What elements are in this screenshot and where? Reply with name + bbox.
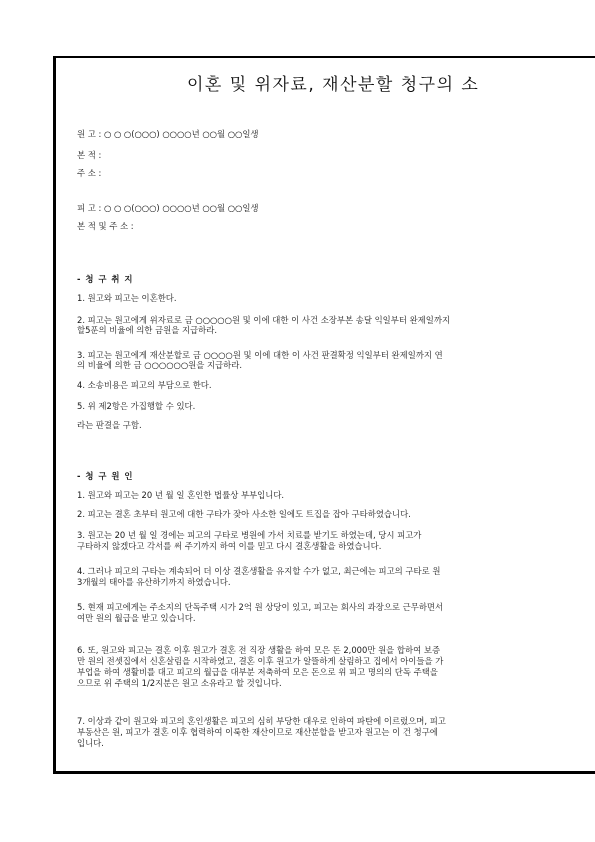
claim-cause-line: 1. 원고와 피고는 20 년 월 일 혼인한 법률상 부부입니다.: [77, 490, 285, 500]
claim-purpose-line: 1. 원고와 피고는 이혼한다.: [77, 293, 177, 303]
claim-cause-line: 입니다.: [77, 738, 104, 748]
claim-purpose-line: 의 비율에 의한 금 ○○○○○○원을 지급하라.: [77, 360, 242, 370]
claim-cause-line: 부동산은 원, 피고가 결혼 이후 협력하여 이룩한 재산이므로 재산분할을 받고자 원고는 이 건 청구에: [77, 727, 438, 737]
claim-purpose-heading: - 청 구 취 지: [77, 274, 134, 284]
claim-purpose-line: 3. 피고는 원고에게 재산분할로 금 ○○○○원 및 이에 대한 이 사건 판결확정 익일부터 완제일까지 연: [77, 350, 443, 360]
claim-cause-heading: - 청 구 원 인: [77, 471, 134, 481]
claim-purpose-line: 라는 판결을 구함.: [77, 420, 142, 430]
claim-purpose-line: 5. 위 제2항은 가집행할 수 있다.: [77, 401, 196, 411]
claim-cause-line: 7. 이상과 같이 원고와 피고의 혼인생활은 피고의 심히 부당한 대우로 인하여 파탄에 이르렀으며, 피고: [77, 716, 446, 726]
claim-cause-line: 3개월의 태아를 유산하기까지 하였습니다.: [77, 577, 231, 587]
plaintiff-name-line: 원 고 : ○ ○ ○(○○○) ○○○○년 ○○월 ○○일생: [77, 129, 259, 139]
plaintiff-address-line: 주 소 :: [77, 168, 102, 178]
claim-cause-line: 부업을 하여 생활비를 대고 피고의 월급을 대부분 저축하여 모은 돈으로 위 피고 명의의 단독 주택을: [77, 667, 438, 677]
plaintiff-domicile-line: 본 적 :: [77, 150, 102, 160]
claim-purpose-line: 4. 소송비용은 피고의 부담으로 한다.: [77, 380, 212, 390]
claim-purpose-line: 2. 피고는 원고에게 위자료로 금 ○○○○○원 및 이에 대한 이 사건 소장부본 송달 익일부터 완제일까지: [77, 315, 451, 325]
claim-cause-line: 4. 그러나 피고의 구타는 계속되어 더 이상 결혼생활을 유지할 수가 없고, 최근에는 피고의 구타로 원: [77, 566, 441, 576]
document-body: [77, 0, 595, 842]
claim-cause-line: 2. 피고는 결혼 초부터 원고에 대한 구타가 잦아 사소한 일에도 트집을 잡아 구타하였습니다.: [77, 509, 411, 519]
defendant-name-line: 피 고 : ○ ○ ○(○○○) ○○○○년 ○○월 ○○일생: [77, 203, 259, 213]
claim-cause-line: 5. 현재 피고에게는 주소지의 단독주택 시가 2억 원 상당이 있고, 피고는 회사의 과장으로 근무하면서: [77, 602, 444, 612]
claim-cause-line: 6. 또, 원고와 피고는 결혼 이후 원고가 결혼 전 직장 생활을 하여 모은 돈 2,000만 원을 합하여 보증: [77, 645, 441, 655]
defendant-domicile-address-line: 본 적 및 주 소 :: [77, 221, 134, 231]
document-title: 이혼 및 위자료, 재산분할 청구의 소: [187, 75, 480, 95]
claim-purpose-line: 할5푼의 비율에 의한 금원을 지급하라.: [77, 325, 217, 335]
claim-cause-line: 구타하지 않겠다고 각서를 써 주기까지 하여 이를 믿고 다시 결혼생활을 하였습니다.: [77, 541, 382, 551]
claim-cause-line: 으므로 위 주택의 1/2지분은 원고 소유라고 할 것입니다.: [77, 678, 282, 688]
claim-cause-line: 만 원의 전셋집에서 신혼살림을 시작하였고, 결혼 이후 원고가 알뜰하게 살림하고 집에서 아이들을 가: [77, 656, 444, 666]
claim-cause-line: 여만 원의 월급을 받고 있습니다.: [77, 613, 196, 623]
frame-left-border: [53, 56, 56, 774]
claim-cause-line: 3. 원고는 20 년 월 일 경에는 피고의 구타로 병원에 가서 치료를 받기도 하였는데, 당시 피고가: [77, 530, 422, 540]
